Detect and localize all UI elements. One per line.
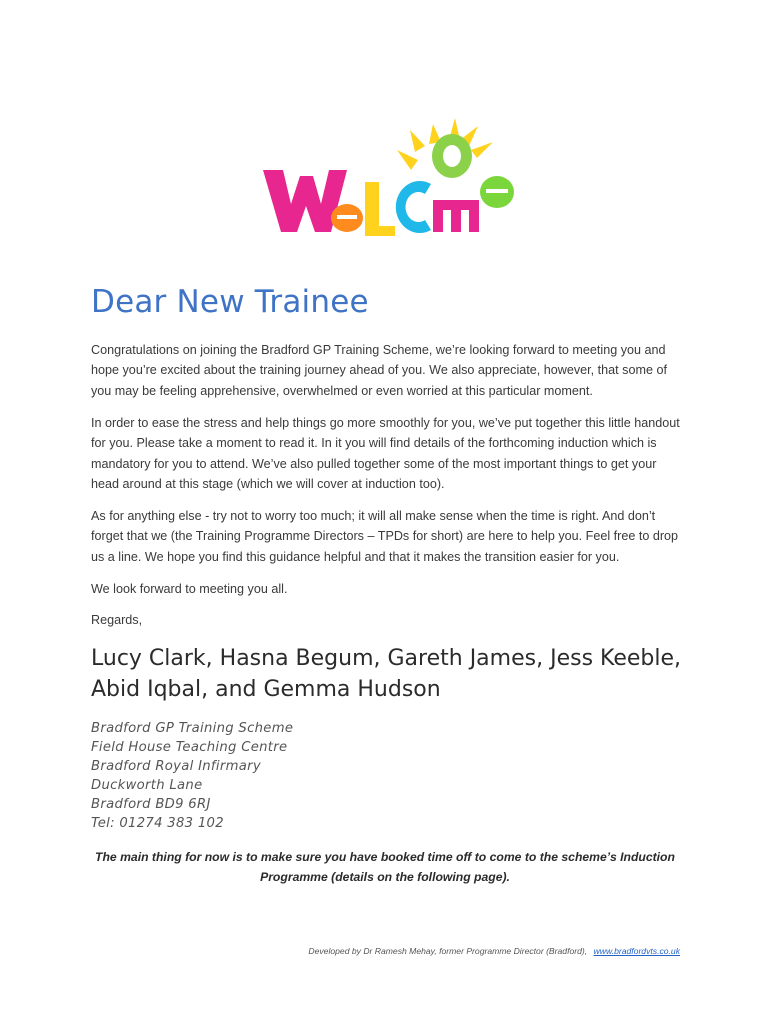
footer-link[interactable]: www.bradfordvts.co.uk <box>593 946 680 956</box>
paragraph: Congratulations on joining the Bradford GP Training Scheme, we’re looking forward to meeting you and hope you’re excited about the training journey ahead of you. We also appreciate, however, that some of you may be feeling apprehensive, overwhelmed or even worried at this particular moment. <box>91 343 667 398</box>
address-block <box>91 719 293 833</box>
letter-m-shape <box>433 200 479 232</box>
address-line: Bradford Royal Infirmary <box>91 759 261 774</box>
signatories: Lucy Clark, Hasna Begum, Gareth James, Jess Keeble, Abid Iqbal, and Gemma Hudson <box>91 646 682 702</box>
paragraph: Regards, <box>91 613 143 628</box>
welcome-logo <box>255 112 520 247</box>
letter-c-shape <box>396 181 431 233</box>
paragraph: In order to ease the stress and help things go more smoothly for you, we’ve put together this little handout for you. Please take a moment to read it. In it you will find details of the forthcoming induction which is mandatory for you to attend. We’ve also pulled together some of the most important things to get your head around at this stage (which we will cover at induction too). <box>91 415 680 491</box>
induction-note: The main thing for now is to make sure you have booked time off to come to the scheme’s Induction Programme (details on the following page). <box>95 850 675 884</box>
letter-body <box>91 340 686 642</box>
paragraph: As for anything else - try not to worry too much; it will all make sense when the time is right. And don’t forget that we (the Training Programme Directors – TPDs for short) are here to help you. Feel free to drop us a line. We hope you find this guidance helpful and that it makes the transition easier for you. <box>91 508 679 564</box>
page-title: Dear New Trainee <box>91 284 369 320</box>
paragraph: We look forward to meeting you all. <box>91 581 288 596</box>
address-line: Field House Teaching Centre <box>91 740 288 755</box>
phone-line: Tel: 01274 383 102 <box>91 816 224 831</box>
letter-l-shape <box>365 182 395 236</box>
address-line: Bradford BD9 6RJ <box>91 797 211 812</box>
footer-credit: Developed by Dr Ramesh Mehay, former Programme Director (Bradford), <box>308 946 588 956</box>
footer <box>220 946 680 956</box>
address-line: Duckworth Lane <box>91 778 203 793</box>
address-line: Bradford GP Training Scheme <box>91 721 294 736</box>
